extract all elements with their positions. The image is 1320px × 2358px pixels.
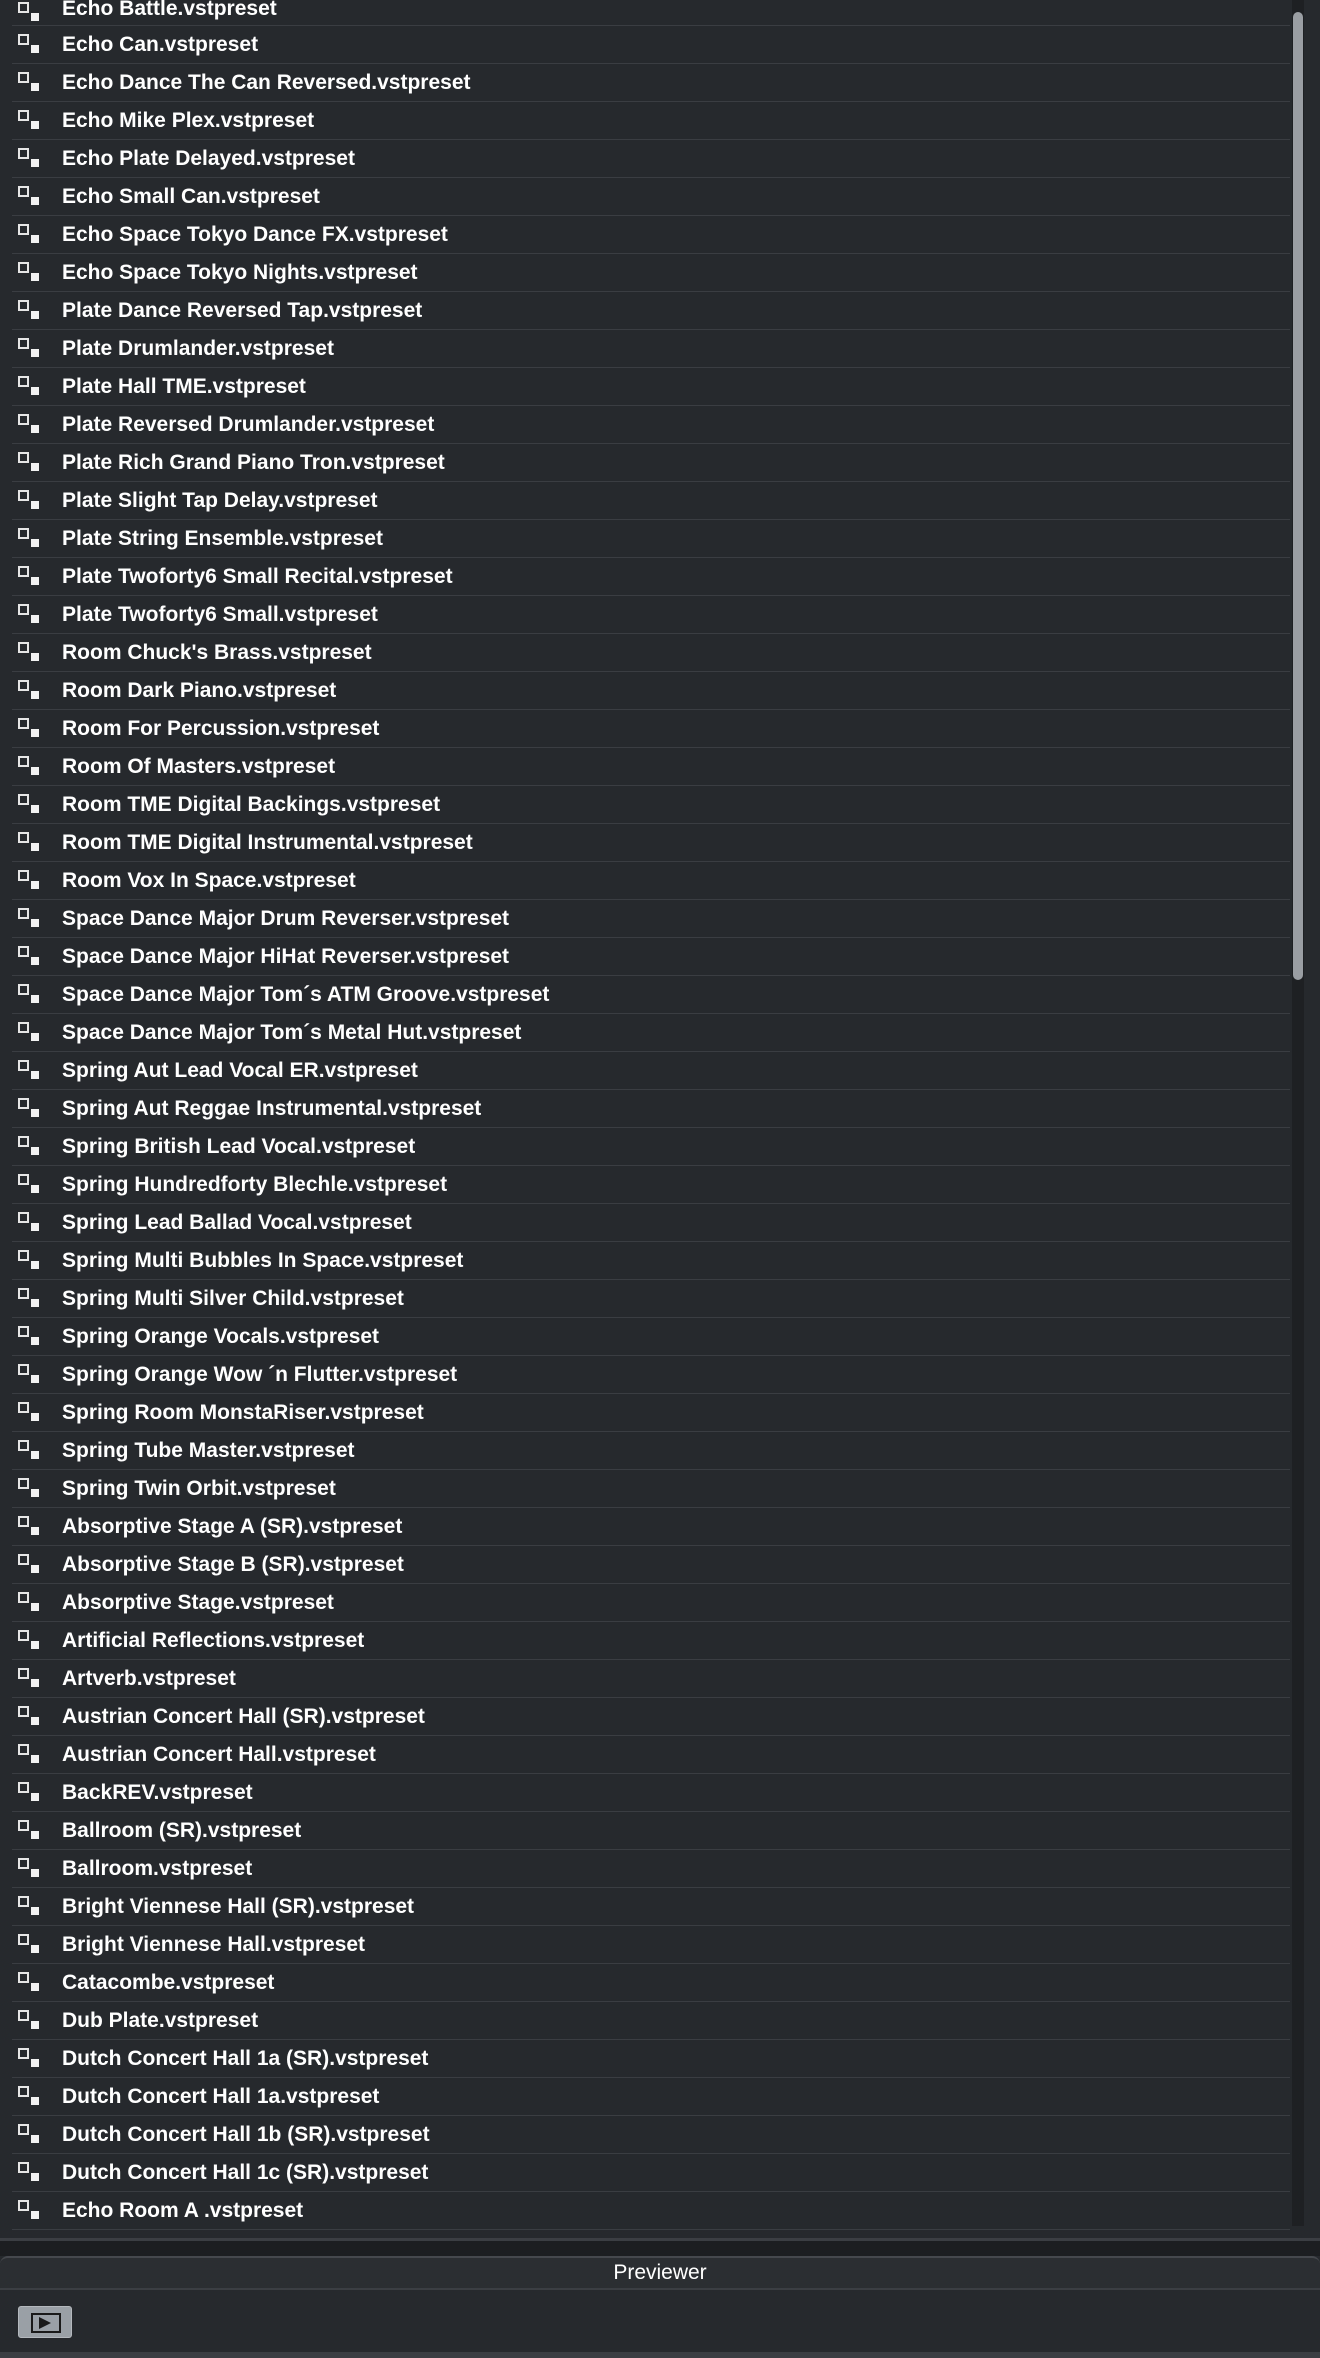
preset-file-icon <box>18 1022 42 1042</box>
list-item[interactable] <box>12 824 1290 862</box>
list-item[interactable] <box>12 1014 1290 1052</box>
list-item[interactable] <box>12 330 1290 368</box>
preset-file-icon <box>18 414 42 434</box>
list-item[interactable] <box>12 292 1290 330</box>
list-item[interactable] <box>12 140 1290 178</box>
list-item[interactable] <box>12 1128 1290 1166</box>
list-item[interactable] <box>12 444 1290 482</box>
preset-file-icon <box>18 1706 42 1726</box>
preset-file-icon <box>18 224 42 244</box>
list-item[interactable] <box>12 1546 1290 1584</box>
file-name: Bright Viennese Hall.vstpreset <box>62 1932 366 1956</box>
file-name: Dutch Concert Hall 1c (SR).vstpreset <box>62 2160 429 2184</box>
list-item[interactable] <box>12 2154 1290 2192</box>
file-name: Spring Multi Silver Child.vstpreset <box>62 1286 404 1310</box>
list-item[interactable] <box>12 254 1290 292</box>
preset-file-icon <box>18 680 42 700</box>
preset-file-icon <box>18 2162 42 2182</box>
list-item[interactable] <box>12 520 1290 558</box>
file-name: Echo Mike Plex.vstpreset <box>62 108 315 132</box>
file-name: Space Dance Major Drum Reverser.vstpreset <box>62 906 510 930</box>
file-name: Room TME Digital Backings.vstpreset <box>62 792 441 816</box>
list-item[interactable] <box>12 596 1290 634</box>
preset-file-icon <box>18 1136 42 1156</box>
list-item[interactable] <box>12 2040 1290 2078</box>
list-item[interactable] <box>12 26 1290 64</box>
previewer-title: Previewer <box>0 2256 1320 2290</box>
preset-file-icon <box>18 1554 42 1574</box>
file-name: Spring Lead Ballad Vocal.vstpreset <box>62 1210 412 1234</box>
file-name: Plate Slight Tap Delay.vstpreset <box>62 488 378 512</box>
file-name: Plate Rich Grand Piano Tron.vstpreset <box>62 450 445 474</box>
previewer-panel <box>0 2256 1320 2358</box>
list-item[interactable] <box>12 2116 1290 2154</box>
file-name: Echo Plate Delayed.vstpreset <box>62 146 355 170</box>
file-name: Artificial Reflections.vstpreset <box>62 1628 365 1652</box>
preset-file-icon <box>18 1212 42 1232</box>
scrollbar-thumb[interactable] <box>1293 12 1303 980</box>
file-name: Absorptive Stage A (SR).vstpreset <box>62 1514 403 1538</box>
file-name: Space Dance Major Tom´s ATM Groove.vstpreset <box>62 982 550 1006</box>
preset-file-icon <box>18 2048 42 2068</box>
preset-file-icon <box>18 946 42 966</box>
vertical-scrollbar[interactable] <box>1292 0 1304 2226</box>
list-item[interactable] <box>12 1470 1290 1508</box>
file-name: Echo Can.vstpreset <box>62 32 259 56</box>
list-item[interactable] <box>12 1166 1290 1204</box>
preset-file-icon <box>18 262 42 282</box>
list-item[interactable] <box>12 1926 1290 1964</box>
preset-file-icon <box>18 604 42 624</box>
file-name: Room TME Digital Instrumental.vstpreset <box>62 830 473 854</box>
file-name: Artverb.vstpreset <box>62 1666 236 1690</box>
list-item[interactable] <box>12 748 1290 786</box>
preset-file-icon <box>18 490 42 510</box>
preset-file-icon <box>18 1440 42 1460</box>
preset-file-icon <box>18 832 42 852</box>
file-name: Plate Twoforty6 Small Recital.vstpreset <box>62 564 453 588</box>
preset-file-icon <box>18 1630 42 1650</box>
panel-bottom-border <box>0 2352 1320 2358</box>
preset-file-icon <box>18 1858 42 1878</box>
list-item[interactable] <box>12 786 1290 824</box>
list-item[interactable] <box>12 1280 1290 1318</box>
preset-file-icon <box>18 1744 42 1764</box>
file-name: Echo Space Tokyo Nights.vstpreset <box>62 260 418 284</box>
list-item[interactable] <box>12 1508 1290 1546</box>
file-name: Room Of Masters.vstpreset <box>62 754 336 778</box>
file-name: Echo Small Can.vstpreset <box>62 184 320 208</box>
list-item[interactable] <box>12 1698 1290 1736</box>
file-name: Spring Orange Vocals.vstpreset <box>62 1324 380 1348</box>
preset-file-icon <box>18 1326 42 1346</box>
preset-file-icon <box>18 718 42 738</box>
list-item[interactable] <box>12 1204 1290 1242</box>
list-item[interactable] <box>12 938 1290 976</box>
preset-file-icon <box>18 908 42 928</box>
file-name: Spring Hundredforty Blechle.vstpreset <box>62 1172 448 1196</box>
file-name: Spring Orange Wow ´n Flutter.vstpreset <box>62 1362 458 1386</box>
list-item[interactable] <box>12 1812 1290 1850</box>
preset-file-icon <box>18 300 42 320</box>
preset-file-icon <box>18 148 42 168</box>
preview-play-button[interactable] <box>18 2306 72 2338</box>
file-name: Plate Hall TME.vstpreset <box>62 374 306 398</box>
preset-file-icon <box>18 1364 42 1384</box>
list-item[interactable] <box>12 482 1290 520</box>
file-name: BackREV.vstpreset <box>62 1780 253 1804</box>
play-icon <box>31 2313 61 2333</box>
list-item[interactable] <box>12 406 1290 444</box>
file-name: Austrian Concert Hall.vstpreset <box>62 1742 376 1766</box>
list-item[interactable] <box>12 1356 1290 1394</box>
file-name: Spring Twin Orbit.vstpreset <box>62 1476 336 1500</box>
list-item[interactable] <box>12 64 1290 102</box>
file-name: Plate Twoforty6 Small.vstpreset <box>62 602 378 626</box>
list-item[interactable] <box>12 1774 1290 1812</box>
list-item[interactable] <box>12 1584 1290 1622</box>
file-name: Plate String Ensemble.vstpreset <box>62 526 383 550</box>
preset-file-icon <box>18 1592 42 1612</box>
list-item[interactable] <box>12 710 1290 748</box>
preset-file-icon <box>18 2 42 22</box>
preset-file-icon <box>18 794 42 814</box>
file-name: Ballroom.vstpreset <box>62 1856 253 1880</box>
file-name: Spring Aut Reggae Instrumental.vstpreset <box>62 1096 482 1120</box>
file-name: Plate Reversed Drumlander.vstpreset <box>62 412 435 436</box>
file-name: Bright Viennese Hall (SR).vstpreset <box>62 1894 415 1918</box>
preset-file-icon <box>18 376 42 396</box>
list-item[interactable] <box>12 0 1290 26</box>
preset-file-icon <box>18 984 42 1004</box>
list-item[interactable] <box>12 1090 1290 1128</box>
file-name: Dutch Concert Hall 1a.vstpreset <box>62 2084 380 2108</box>
list-item[interactable] <box>12 1850 1290 1888</box>
preset-file-icon <box>18 2086 42 2106</box>
preset-file-icon <box>18 1782 42 1802</box>
preset-file-list <box>12 0 1290 2230</box>
preset-file-icon <box>18 186 42 206</box>
preset-file-icon <box>18 528 42 548</box>
preset-file-icon <box>18 566 42 586</box>
preset-file-icon <box>18 2010 42 2030</box>
list-item[interactable] <box>12 634 1290 672</box>
preset-file-icon <box>18 642 42 662</box>
preset-file-icon <box>18 1478 42 1498</box>
file-name: Ballroom (SR).vstpreset <box>62 1818 302 1842</box>
list-item[interactable] <box>12 102 1290 140</box>
list-item[interactable] <box>12 862 1290 900</box>
file-name: Spring Tube Master.vstpreset <box>62 1438 355 1462</box>
file-name: Austrian Concert Hall (SR).vstpreset <box>62 1704 425 1728</box>
file-name: Space Dance Major Tom´s Metal Hut.vstpreset <box>62 1020 522 1044</box>
list-item[interactable] <box>12 558 1290 596</box>
preset-file-icon <box>18 1934 42 1954</box>
file-name: Room Dark Piano.vstpreset <box>62 678 337 702</box>
list-item[interactable] <box>12 1318 1290 1356</box>
list-item[interactable] <box>12 1432 1290 1470</box>
list-item[interactable] <box>12 1660 1290 1698</box>
list-item[interactable] <box>12 2002 1290 2040</box>
list-item[interactable] <box>12 368 1290 406</box>
list-item[interactable] <box>12 672 1290 710</box>
list-item[interactable] <box>12 976 1290 1014</box>
list-item[interactable] <box>12 178 1290 216</box>
preset-file-icon <box>18 1250 42 1270</box>
list-item[interactable] <box>12 216 1290 254</box>
file-name: Absorptive Stage.vstpreset <box>62 1590 334 1614</box>
preset-file-icon <box>18 870 42 890</box>
file-name: Room Chuck's Brass.vstpreset <box>62 640 372 664</box>
list-item[interactable] <box>12 1888 1290 1926</box>
preset-file-icon <box>18 34 42 54</box>
file-name: Echo Dance The Can Reversed.vstpreset <box>62 70 471 94</box>
preset-file-icon <box>18 1288 42 1308</box>
preset-file-icon <box>18 1060 42 1080</box>
file-name: Spring Room MonstaRiser.vstpreset <box>62 1400 424 1424</box>
preset-file-icon <box>18 452 42 472</box>
preset-file-icon <box>18 1896 42 1916</box>
preset-file-icon <box>18 110 42 130</box>
list-item[interactable] <box>12 1242 1290 1280</box>
list-item[interactable] <box>12 1964 1290 2002</box>
file-name: Dutch Concert Hall 1b (SR).vstpreset <box>62 2122 430 2146</box>
list-item[interactable] <box>12 1394 1290 1432</box>
file-name: Echo Room A .vstpreset <box>62 2198 304 2222</box>
list-item[interactable] <box>12 1052 1290 1090</box>
preset-file-icon <box>18 2200 42 2220</box>
preset-file-icon <box>18 2124 42 2144</box>
file-name: Room Vox In Space.vstpreset <box>62 868 356 892</box>
file-name: Echo Battle.vstpreset <box>62 0 277 20</box>
file-name: Spring Multi Bubbles In Space.vstpreset <box>62 1248 464 1272</box>
list-item[interactable] <box>12 2192 1290 2230</box>
file-name: Spring Aut Lead Vocal ER.vstpreset <box>62 1058 418 1082</box>
preset-file-icon <box>18 338 42 358</box>
list-item[interactable] <box>12 1736 1290 1774</box>
preset-file-icon <box>18 756 42 776</box>
file-name: Absorptive Stage B (SR).vstpreset <box>62 1552 404 1576</box>
file-name: Plate Dance Reversed Tap.vstpreset <box>62 298 423 322</box>
file-name: Dutch Concert Hall 1a (SR).vstpreset <box>62 2046 429 2070</box>
list-item[interactable] <box>12 2078 1290 2116</box>
preset-file-icon <box>18 1668 42 1688</box>
preset-file-icon <box>18 1098 42 1118</box>
preset-file-icon <box>18 1402 42 1422</box>
list-item[interactable] <box>12 900 1290 938</box>
file-name: Dub Plate.vstpreset <box>62 2008 259 2032</box>
file-name: Echo Space Tokyo Dance FX.vstpreset <box>62 222 448 246</box>
file-name: Room For Percussion.vstpreset <box>62 716 380 740</box>
file-name: Spring British Lead Vocal.vstpreset <box>62 1134 416 1158</box>
preset-file-icon <box>18 72 42 92</box>
preset-file-icon <box>18 1972 42 1992</box>
preset-file-icon <box>18 1516 42 1536</box>
list-item[interactable] <box>12 1622 1290 1660</box>
preset-file-icon <box>18 1174 42 1194</box>
file-name: Plate Drumlander.vstpreset <box>62 336 334 360</box>
file-name: Space Dance Major HiHat Reverser.vstpreset <box>62 944 510 968</box>
preset-file-icon <box>18 1820 42 1840</box>
file-name: Catacombe.vstpreset <box>62 1970 275 1994</box>
